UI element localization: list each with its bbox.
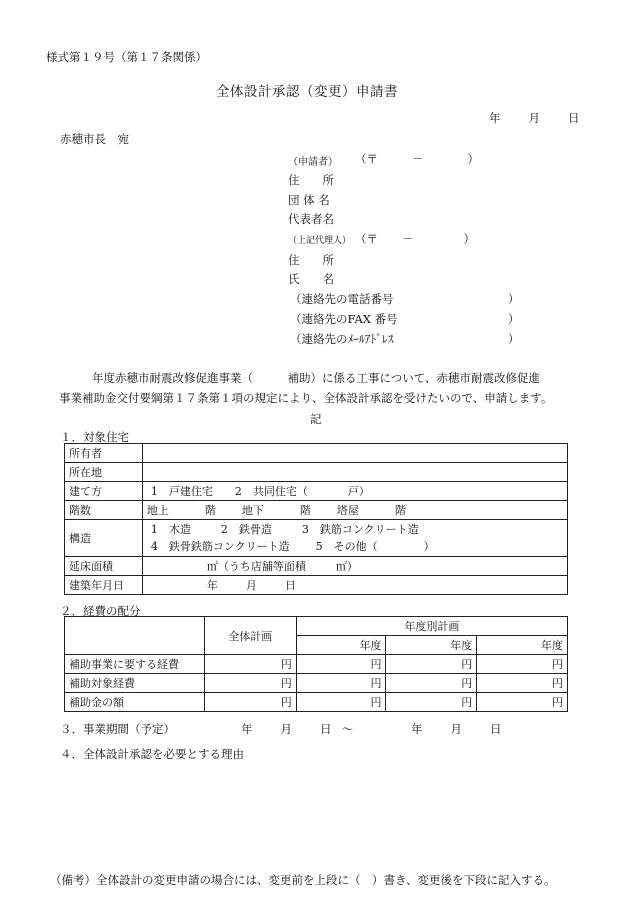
section3-heading: ３．事業期間（予定） (60, 722, 175, 736)
contact-mail: （連絡先のﾒｰﾙｱﾄﾞﾚｽ (290, 332, 394, 346)
year-col-2[interactable]: 年度 (386, 636, 477, 655)
page-title: 全体設計承認（変更）申請書 (216, 84, 398, 100)
table-row (65, 501, 568, 520)
area-label: 延床面積 (65, 557, 143, 576)
floors-label: 階数 (65, 501, 143, 520)
year-col-1[interactable]: 年度 (296, 636, 386, 655)
total-plan-cell[interactable]: 円 (204, 655, 296, 674)
table-row (65, 617, 568, 636)
built-date-label: 建築年月日 (65, 576, 143, 595)
contact-fax: （連絡先のFAX 番号 (290, 312, 398, 326)
date-month: 月 (528, 111, 540, 125)
owner-field[interactable] (142, 444, 567, 463)
year-cell[interactable]: 円 (296, 674, 386, 693)
total-plan-cell[interactable]: 円 (204, 693, 296, 712)
total-plan-header: 全体計画 (204, 617, 296, 655)
year-cell[interactable]: 円 (477, 693, 568, 712)
floors-field[interactable]: 地上 階 地下 階 塔屋 階 (142, 501, 567, 520)
structure-label: 構造 (65, 520, 143, 557)
year-col-3[interactable]: 年度 (477, 636, 568, 655)
owner-label: 所有者 (65, 444, 143, 463)
table-row (65, 557, 568, 576)
built-date-field[interactable]: 年 月 日 (142, 576, 567, 595)
table-row (65, 693, 568, 712)
applicant-rep: 代表者名 (288, 212, 334, 226)
addressee: 赤穂市長 宛 (60, 132, 129, 146)
table-row (65, 674, 568, 693)
target-house-table (64, 443, 568, 595)
section4-heading: ４．全体設計承認を必要とする理由 (60, 747, 244, 761)
applicant-label: （申請者） (288, 157, 338, 168)
footnote: （備考）全体設計の変更申請の場合には、変更前を上段に（ ）書き、変更後を下段に記入する。 (50, 873, 556, 887)
date-line (489, 110, 580, 126)
contact-fax-close: ） (508, 312, 520, 326)
expense-row-label: 補助対象経費 (65, 674, 205, 693)
proxy-label: （上記代理人） (288, 236, 352, 246)
year-cell[interactable]: 円 (386, 693, 477, 712)
area-field[interactable]: ㎡（うち店舗等面積 ㎡） (142, 557, 567, 576)
year-cell[interactable]: 円 (296, 655, 386, 674)
structure-field[interactable]: 1 木造 2 鉄骨造 3 鉄筋コンクリート造 4 鉄骨鉄筋コンクリート造 5 その他（ ） (142, 520, 567, 557)
contact-phone: （連絡先の電話番号 (290, 292, 394, 306)
contact-mail-close: ） (508, 332, 520, 346)
date-day: 日 (568, 111, 580, 125)
table-row (65, 444, 568, 463)
proxy-name: 氏 名 (288, 272, 334, 286)
body-line-1: 年度赤穂市耐震改修促進事業（ 補助）に係る工事について、赤穂市耐震改修促進 (92, 371, 541, 385)
proxy-postal: （〒 － ） (355, 232, 475, 246)
ki-label: 記 (310, 412, 322, 426)
applicant-address: 住 所 (288, 173, 334, 187)
year-cell[interactable]: 円 (477, 655, 568, 674)
location-label: 所在地 (65, 463, 143, 482)
build-type-label: 建て方 (65, 482, 143, 501)
applicant-org: 団 体 名 (288, 193, 330, 207)
applicant-postal: （〒 － ） (355, 152, 479, 166)
project-period[interactable]: 年 月 日 ～ 年 月 日 (241, 722, 502, 736)
year-cell[interactable]: 円 (477, 674, 568, 693)
body-line-2: 事業補助金交付要綱第１７条第１項の規定により、全体設計承認を受けたいので、申請します。 (59, 391, 553, 405)
section2-heading: ２．経費の配分 (60, 604, 141, 618)
location-field[interactable] (142, 463, 567, 482)
contact-phone-close: ） (508, 292, 520, 306)
expense-table (64, 616, 568, 712)
expense-row-label: 補助事業に要する経費 (65, 655, 205, 674)
year-cell[interactable]: 円 (386, 674, 477, 693)
year-cell[interactable]: 円 (296, 693, 386, 712)
build-type-field[interactable]: 1 戸建住宅 2 共同住宅（ 戸） (142, 482, 567, 501)
table-row (65, 463, 568, 482)
date-year: 年 (489, 111, 501, 125)
table-row (65, 482, 568, 501)
section1-heading: １．対象住宅 (60, 430, 129, 444)
yearly-plan-header: 年度別計画 (296, 617, 567, 636)
proxy-address: 住 所 (288, 253, 334, 267)
table-row (65, 520, 568, 557)
table-row (65, 655, 568, 674)
expense-corner (65, 617, 205, 655)
table-row (65, 576, 568, 595)
form-number: 様式第１９号（第１７条関係） (46, 50, 207, 64)
total-plan-cell[interactable]: 円 (204, 674, 296, 693)
expense-row-label: 補助金の額 (65, 693, 205, 712)
year-cell[interactable]: 円 (386, 655, 477, 674)
